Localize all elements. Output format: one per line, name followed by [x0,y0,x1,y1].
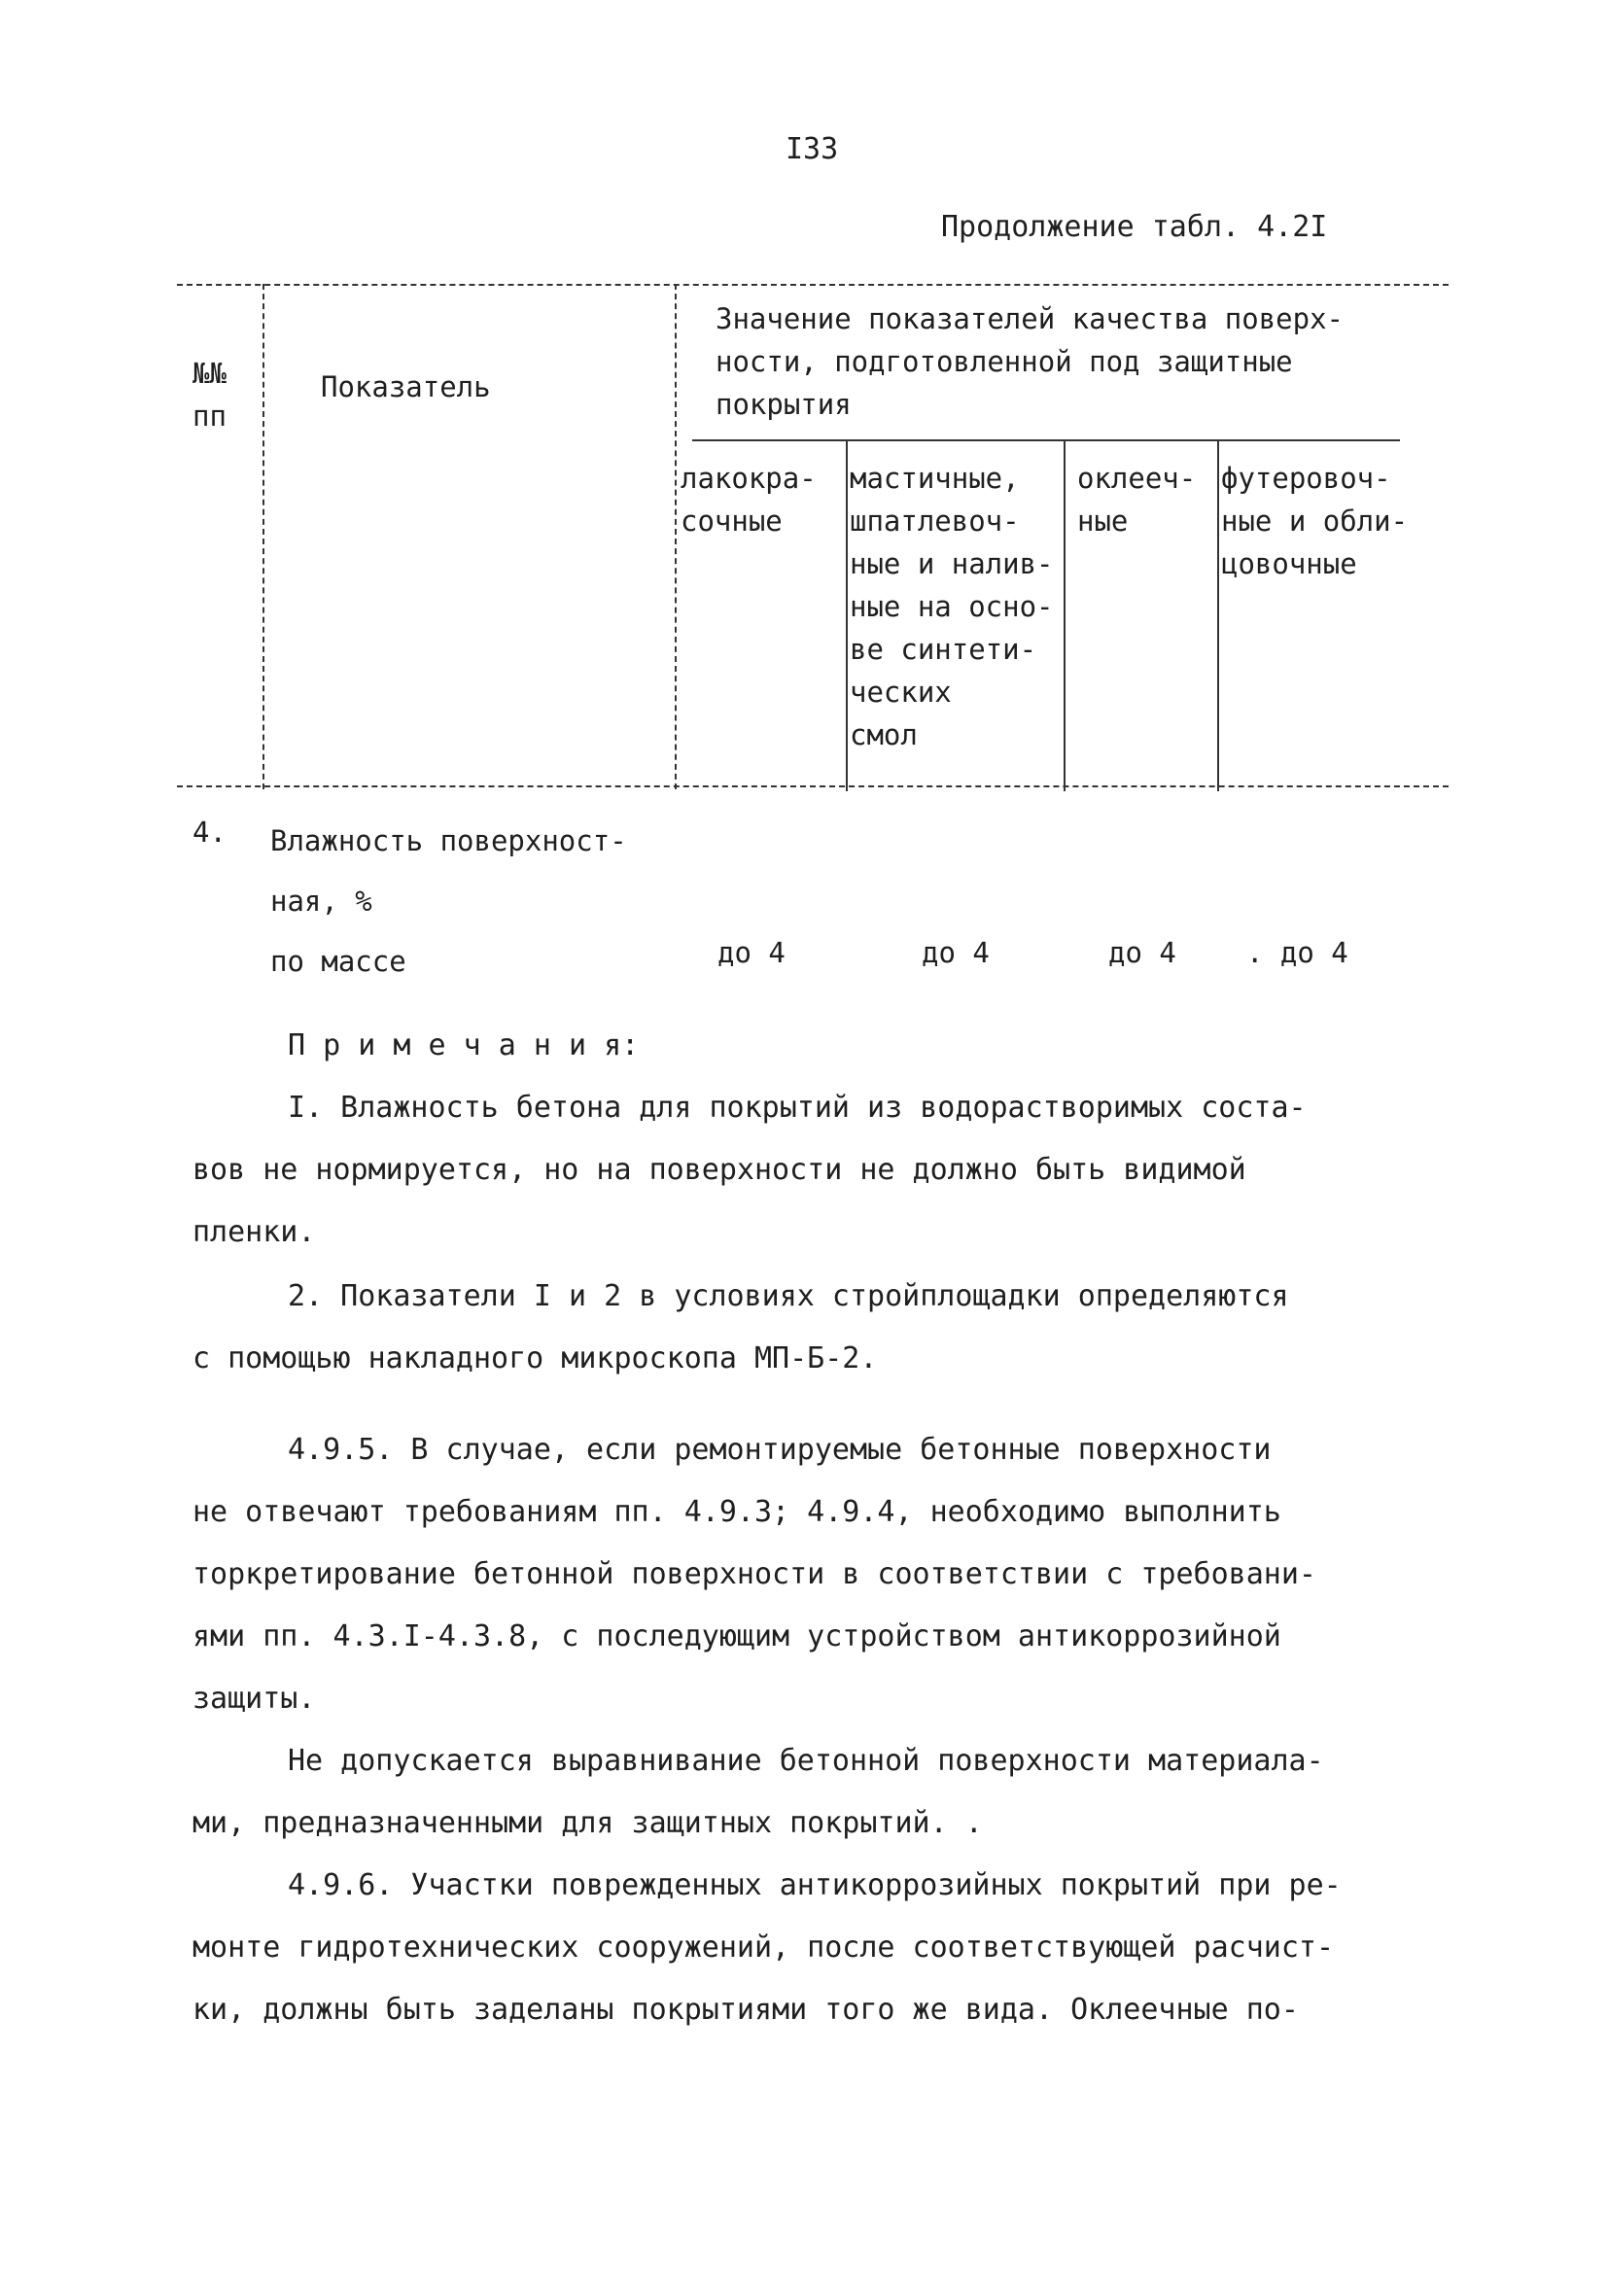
note-1-line-3: пленки. [192,1215,316,1249]
row-value-pasted: до 4 [1108,936,1176,969]
row-value-lacquer: до 4 [717,936,786,969]
header-number-line-2: пп [192,400,227,433]
header-group-line-2: ности, подготовленной под защитные [716,345,1293,378]
subheader-lining-line-2: ные и обли- [1221,504,1409,538]
subheader-mastic-line-4: ные на осно- [850,590,1054,623]
header-number [192,352,257,437]
row-value-lining: . до 4 [1246,936,1348,969]
column-divider-1 [262,284,264,789]
paragraph-3-line-1: 4.9.6. Участки поврежденных антикоррозийных покрытий при ре- [288,1868,1342,1902]
column-divider-3 [846,439,848,791]
subheader-pasted-line-1: оклееч- [1077,462,1197,495]
note-1 [192,1077,1447,1264]
subheader-mastic-line-1: мастичные, [850,462,1020,495]
row-indicator [270,811,679,991]
paragraph-4-9-5 [192,1419,1447,1730]
row-value-mastic: до 4 [922,936,990,969]
header-indicator: Показатель [321,370,491,403]
table-caption: Продолжение табл. 4.2I [941,210,1328,244]
header-group [716,297,1454,426]
subheader-pasted-line-2: ные [1077,504,1129,538]
subheader-mastic-line-3: ные и налив- [850,547,1054,580]
subheader-lacquer [681,457,844,542]
table-header-bottom-border [177,785,1449,787]
note-2-line-1: 2. Показатели I и 2 в условиях стройплощадки определяются [288,1279,1289,1313]
paragraph-4-9-6 [192,1855,1447,2041]
header-group-line-1: Значение показателей качества поверх- [716,302,1345,335]
column-divider-2 [675,284,677,789]
paragraph-2-line-1: Не допускается выравнивание бетонной поверхности материала- [288,1744,1324,1778]
row-indicator-line-2: ная, % [270,885,372,918]
note-1-line-2: вов не нормируется, но на поверхности не должно быть видимой [192,1153,1246,1187]
subheader-mastic-line-2: шпатлевоч- [850,504,1020,538]
note-1-line-1: I. Влажность бетона для покрытий из водорастворимых соста- [288,1091,1307,1125]
subheader-lacquer-line-1: лакокра- [681,462,817,495]
paragraph-3-line-2: монте гидротехнических сооружений, после соответствующей расчист- [192,1931,1334,1965]
header-group-line-3: покрытия [716,388,852,421]
paragraph-1-line-1: 4.9.5. В случае, если ремонтируемые бетонные поверхности [288,1433,1272,1467]
subheader-mastic [850,457,1064,756]
row-number: 4. [192,816,227,849]
paragraph-1-line-2: не отвечают требованиям пп. 4.9.3; 4.9.4, необходимо выполнить [192,1495,1281,1529]
paragraph-1-line-4: ями пп. 4.3.I-4.3.8, с последующим устройством антикоррозийной [192,1619,1281,1653]
page-number: I33 [786,132,839,166]
notes-title: П р и м е ч а н и я: [288,1028,640,1062]
subheader-mastic-line-6: ческих [850,676,952,709]
group-header-divider [692,439,1400,441]
paragraph-2-line-2: ми, предназначенными для защитных покрытий. . [192,1806,983,1840]
row-indicator-line-3: по массе [270,945,406,978]
subheader-mastic-line-7: смол [850,718,918,751]
note-2-line-2: с помощью накладного микроскопа МП-Б-2. [192,1341,878,1375]
subheader-pasted [1077,457,1217,542]
subheader-mastic-line-5: ве синтети- [850,633,1037,666]
paragraph-leveling [192,1730,1447,1855]
column-divider-5 [1217,439,1219,791]
subheader-lining-line-1: футеровоч- [1221,462,1391,495]
header-number-line-1: №№ [192,357,227,390]
paragraph-3-line-3: ки, должны быть заделаны покрытиями того же вида. Оклеечные по- [192,1993,1299,2027]
row-indicator-line-1: Влажность поверхност- [270,824,627,857]
subheader-lacquer-line-2: сочные [681,504,783,538]
subheader-lining [1221,457,1454,585]
column-divider-4 [1064,439,1066,791]
note-2 [192,1266,1447,1390]
paragraph-1-line-5: защиты. [192,1682,316,1716]
table-top-border [177,284,1449,286]
paragraph-1-line-3: торкретирование бетонной поверхности в соответствии с требовани- [192,1557,1316,1591]
subheader-lining-line-3: цовочные [1221,547,1357,580]
